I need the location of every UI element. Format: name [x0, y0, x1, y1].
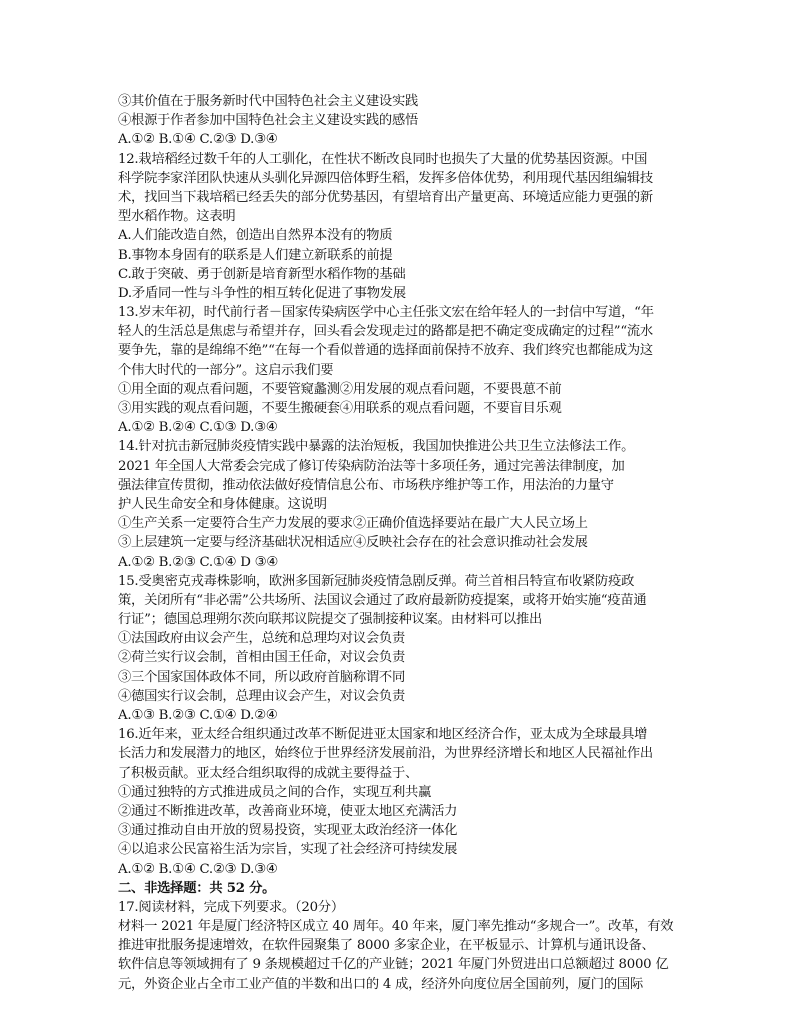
text-line: 17.阅读材料，完成下列要求。（20分） — [118, 899, 344, 915]
text-line: ②荷兰实行议会制，首相由国王任命，对议会负责 — [118, 650, 406, 666]
text-line: 强法律宣传贯彻，推动依法做好疫情信息公布、市场秩序维护等工作，用法治的力量守 — [118, 477, 614, 493]
text-line: ③通过推动自由开放的贸易投资，实现亚太政治经济一体化 — [118, 823, 458, 839]
text-line: 要争先，靠的是绵绵不绝”“在每一个看似普通的选择面前保持不放弃、我们终究也都能成为这 — [118, 343, 653, 359]
text-line: ④德国实行议会制，总理由议会产生，对议会负责 — [118, 688, 406, 704]
text-line: 12.栽培稻经过数千年的人工驯化，在性状不断改良同时也损失了大量的优势基因资源。中国 — [118, 151, 648, 167]
text-line: ④根源于作者参加中国特色社会主义建设实践的感悟 — [118, 113, 419, 129]
text-line: ①通过独特的方式推进成员之间的合作，实现互利共赢 — [118, 784, 432, 800]
text-line: 科学院李家洋团队快速从头驯化异源四倍体野生稻，发挥多倍体优势，利用现代基因组编辑技 — [118, 170, 653, 186]
text-line: 16.近年来，亚太经合组织通过改革不断促进亚太国家和地区经济合作，亚太成为全球最具增 — [118, 727, 648, 743]
text-line: ①法国政府由议会产生，总统和总理均对议会负责 — [118, 631, 406, 647]
text-line: 14.针对抗击新冠肺炎疫情实践中暴露的法治短板，我国加快推进公共卫生立法修法工作。 — [118, 439, 635, 455]
text-line: B.事物本身固有的联系是人们建立新联系的前提 — [118, 247, 393, 263]
text-line: A.①② B.①④ C.②③ D.③④ — [118, 132, 278, 148]
document-body — [118, 92, 678, 994]
text-line: D.矛盾同一性与斗争性的相互转化促进了事物发展 — [118, 285, 406, 301]
text-line: ④以追求公民富裕生活为宗旨，实现了社会经济可持续发展 — [118, 842, 458, 858]
text-line: 长活力和发展潜力的地区，始终位于世界经济发展前沿，为世界经济增长和地区人民福祉作出 — [118, 746, 653, 762]
text-line: A.①② B.②④ C.①③ D.③④ — [118, 420, 278, 436]
text-line: 行证”；德国总理朔尔茨向联邦议院提交了强制接种议案。由材料可以推出 — [118, 612, 543, 628]
text-line: 策，关闭所有“非必需”公共场所、法国议会通过了政府最新防疫提案，或将开始实施“疫苗通 — [118, 592, 647, 608]
text-line: A.人们能改造自然，创造出自然界本没有的物质 — [118, 228, 393, 244]
text-line: 轻人的生活总是焦虑与希望并存，回头看会发现走过的路都是把不确定变成确定的过程”“流水 — [118, 324, 653, 340]
text-line: ③三个国家国体政体不同，所以政府首脑称谓不同 — [118, 669, 406, 685]
text-line: 材料一 2021 年是厦门经济特区成立 40 周年。40 年来，厦门率先推动“多规合一”。改革，有效 — [118, 919, 674, 935]
text-line: ①用全面的观点看问题，不要管窥蠡测②用发展的观点看问题，不要畏葸不前 — [118, 381, 562, 397]
text-line: A.①③ B.②③ C.①④ D.②④ — [118, 708, 278, 723]
text-line: ①生产关系一定要符合生产力发展的要求②正确价值选择要站在最广大人民立场上 — [118, 516, 588, 532]
text-line: 型水稻作物。这表明 — [118, 209, 236, 225]
text-line: A.①② B.①④ C.②③ D.③④ — [118, 861, 278, 877]
text-line: 个伟大时代的一部分”。这启示我们要 — [118, 362, 334, 378]
text-line: C.敢于突破、勇于创新是培育新型水稻作物的基础 — [118, 266, 406, 282]
text-line: ③上层建筑一定要与经济基础状况相适应④反映社会存在的社会意识推动社会发展 — [118, 535, 588, 551]
text-line: 护人民生命安全和身体健康。这说明 — [118, 496, 327, 512]
section-heading: 二、非选择题：共 52 分。 — [118, 880, 276, 896]
text-line: 术，找回当下栽培稻已经丢失的部分优势基因，有望培育出产量更高、环境适应能力更强的新 — [118, 189, 653, 205]
text-line: 13.岁末年初，时代前行者－国家传染病医学中心主任张文宏在给年轻人的一封信中写道，“年 — [118, 305, 654, 321]
text-line: ③其价值在于服务新时代中国特色社会主义建设实践 — [118, 94, 419, 109]
text-line: 推进审批服务提速增效，在软件园聚集了 8000 多家企业，在平板显示、计算机与通讯设备、 — [118, 938, 655, 954]
text-line: 2021 年全国人大常委会完成了修订传染病防治法等十多项任务，通过完善法律制度，加 — [118, 458, 625, 474]
text-line: 元，外资企业占全市工业产值的半数和出口的 4 成，经济外向度位居全国前列，厦门的国际 — [118, 976, 643, 992]
text-line: 软件信息等领域拥有了 9 条规模超过千亿的产业链；2021 年厦门外贸进出口总额超过 8000 亿 — [118, 957, 669, 973]
text-line: ②通过不断推进改革，改善商业环境，使亚太地区充满活力 — [118, 803, 458, 819]
text-line: A.①② B.②③ C.①④ D ③④ — [118, 554, 278, 570]
text-line: ③用实践的观点看问题，不要生搬硬套④用联系的观点看问题，不要盲目乐观 — [118, 401, 562, 416]
text-line: 了积极贡献。亚太经合组织取得的成就主要得益于、 — [118, 765, 419, 781]
text-line: 15.受奥密克戎毒株影响，欧洲多国新冠肺炎疫情急剧反弹。荷兰首相吕特宣布收紧防疫政 — [118, 573, 635, 589]
